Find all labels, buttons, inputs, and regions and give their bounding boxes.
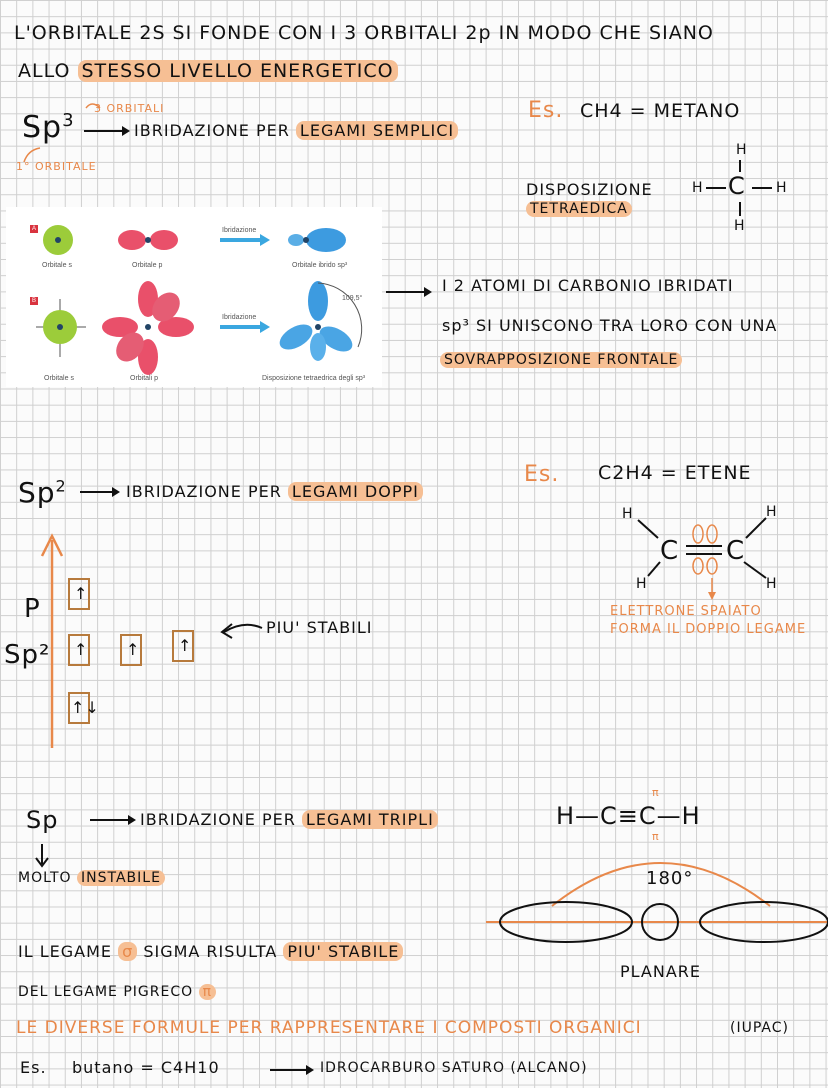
sigma-line1-prefix: IL LEGAME bbox=[18, 942, 119, 961]
sp-label: Sp bbox=[26, 806, 59, 834]
intro-line1: L'ORBITALE 2S SI FONDE CON I 3 ORBITALI 2p IN MODO CHE SIANO bbox=[14, 22, 714, 44]
sp3-disposizione: DISPOSIZIONE bbox=[526, 180, 653, 199]
sp3-statement-line2: sp³ SI UNISCONO TRA LORO CON UNA bbox=[442, 316, 778, 335]
figure-ibridazione-a: Ibridazione bbox=[222, 227, 257, 234]
sp2-example-formula: C2H4 = ETENE bbox=[598, 462, 752, 484]
methane-c: C bbox=[728, 172, 746, 200]
footer-example-desc: IDROCARBURO SATURO (ALCANO) bbox=[320, 1060, 588, 1076]
figure-cap-hybrid: Orbitale ibrido sp³ bbox=[292, 262, 348, 269]
orbital-box-sp2-2-arrow: ↑ bbox=[126, 640, 141, 659]
sp-desc-highlight: LEGAMI TRIPLI bbox=[302, 810, 438, 829]
ethyne-angle: 180° bbox=[646, 868, 694, 889]
energy-sp2-label: Sp² bbox=[4, 640, 51, 670]
stable-note: PIU' STABILI bbox=[266, 618, 373, 637]
ethene-h-tl: H bbox=[622, 506, 634, 522]
sp3-label-text: Sp bbox=[22, 110, 63, 145]
sp3-statement-line1: I 2 ATOMI DI CARBONIO IBRIDATI bbox=[442, 276, 734, 295]
methane-h-left: H bbox=[692, 180, 704, 196]
sp2-label-text: Sp bbox=[18, 476, 56, 509]
sp2-desc-highlight: LEGAMI DOPPI bbox=[288, 482, 423, 501]
figure-cap-tetra: Disposizione tetraedrica degli sp³ bbox=[262, 375, 366, 382]
intro-line2-prefix: ALLO bbox=[18, 60, 78, 82]
methane-h-right: H bbox=[776, 180, 788, 196]
sigma-highlight: PIU' STABILE bbox=[283, 942, 403, 961]
figure-cap-p2: Orbitali p bbox=[130, 375, 159, 382]
sigma-line2-prefix: DEL LEGAME PIGRECO bbox=[18, 984, 199, 1000]
ethyne-formula: H—C≡C—H bbox=[556, 802, 701, 830]
energy-p-label: P bbox=[24, 594, 41, 624]
ethene-c-right: C bbox=[726, 536, 746, 566]
methane-h-bottom: H bbox=[734, 218, 746, 234]
sp3-desc-highlight: LEGAMI SEMPLICI bbox=[296, 121, 458, 140]
pi-symbol: π bbox=[199, 984, 216, 1000]
sp3-tetraedrica: TETRAEDICA bbox=[526, 201, 632, 217]
sp3-example-formula: CH4 = METANO bbox=[580, 100, 741, 122]
figure-ibridazione-b: Ibridazione bbox=[222, 314, 257, 321]
ethene-c-left: C bbox=[660, 536, 680, 566]
figure-cap-s2: Orbitale s bbox=[44, 375, 74, 382]
sp3-example-es: Es. bbox=[528, 98, 564, 123]
figure-cap-s: Orbitale s bbox=[42, 262, 72, 269]
figure-angle: 109,5° bbox=[342, 295, 363, 302]
orbital-box-p-arrow: ↑ bbox=[74, 584, 89, 603]
sp2-example-es: Es. bbox=[524, 462, 560, 487]
sp3-desc-prefix: IBRIDAZIONE PER bbox=[134, 121, 296, 140]
footer-example-es: Es. bbox=[20, 1058, 47, 1077]
sp-molto-text: MOLTO bbox=[18, 870, 77, 886]
sigma-symbol: σ bbox=[118, 942, 137, 961]
ethyne-pi-top: π bbox=[652, 786, 660, 799]
sp3-statement-line3: SOVRAPPOSIZIONE FRONTALE bbox=[440, 352, 682, 368]
ethene-note1: ELETTRONE SPAIATO bbox=[610, 604, 762, 619]
sp3-note-bottom: 1° ORBITALE bbox=[16, 160, 97, 173]
ethene-note2: FORMA IL DOPPIO LEGAME bbox=[610, 622, 807, 637]
sp2-sup: 2 bbox=[55, 476, 67, 496]
orbital-box-sp2-1-arrow: ↑ bbox=[74, 640, 89, 659]
sp2-desc-prefix: IBRIDAZIONE PER bbox=[126, 482, 288, 501]
ethene-h-bl: H bbox=[636, 576, 648, 592]
sigma-line1-mid: SIGMA RISULTA bbox=[137, 942, 284, 961]
ethene-h-tr: H bbox=[766, 504, 778, 520]
footer-iupac: (IUPAC) bbox=[730, 1020, 789, 1036]
figure-cap-p: Orbitale p bbox=[132, 262, 163, 269]
orbital-box-sp2-3-arrow: ↑ bbox=[178, 636, 193, 655]
methane-h-top: H bbox=[736, 142, 748, 158]
sp3-note-top: 3 ORBITALI bbox=[94, 102, 165, 115]
ethene-h-br: H bbox=[766, 576, 778, 592]
footer-formulas: LE DIVERSE FORMULE PER RAPPRESENTARE I COMPOSTI ORGANICI bbox=[16, 1018, 642, 1038]
sp-desc-prefix: IBRIDAZIONE PER bbox=[140, 810, 302, 829]
ethyne-pi-bottom: π bbox=[652, 830, 660, 843]
footer-example-name: butano = C4H10 bbox=[72, 1058, 220, 1077]
sp3-sup: 3 bbox=[62, 110, 75, 131]
sp-instabile: INSTABILE bbox=[77, 870, 165, 886]
orbital-box-s-arrows: ↑↓ bbox=[71, 698, 100, 717]
intro-highlight: STESSO LIVELLO ENERGETICO bbox=[78, 60, 398, 82]
ethyne-planare: PLANARE bbox=[620, 962, 702, 981]
figure-badge-a: A bbox=[31, 226, 36, 232]
figure-badge-b: B bbox=[31, 298, 36, 304]
